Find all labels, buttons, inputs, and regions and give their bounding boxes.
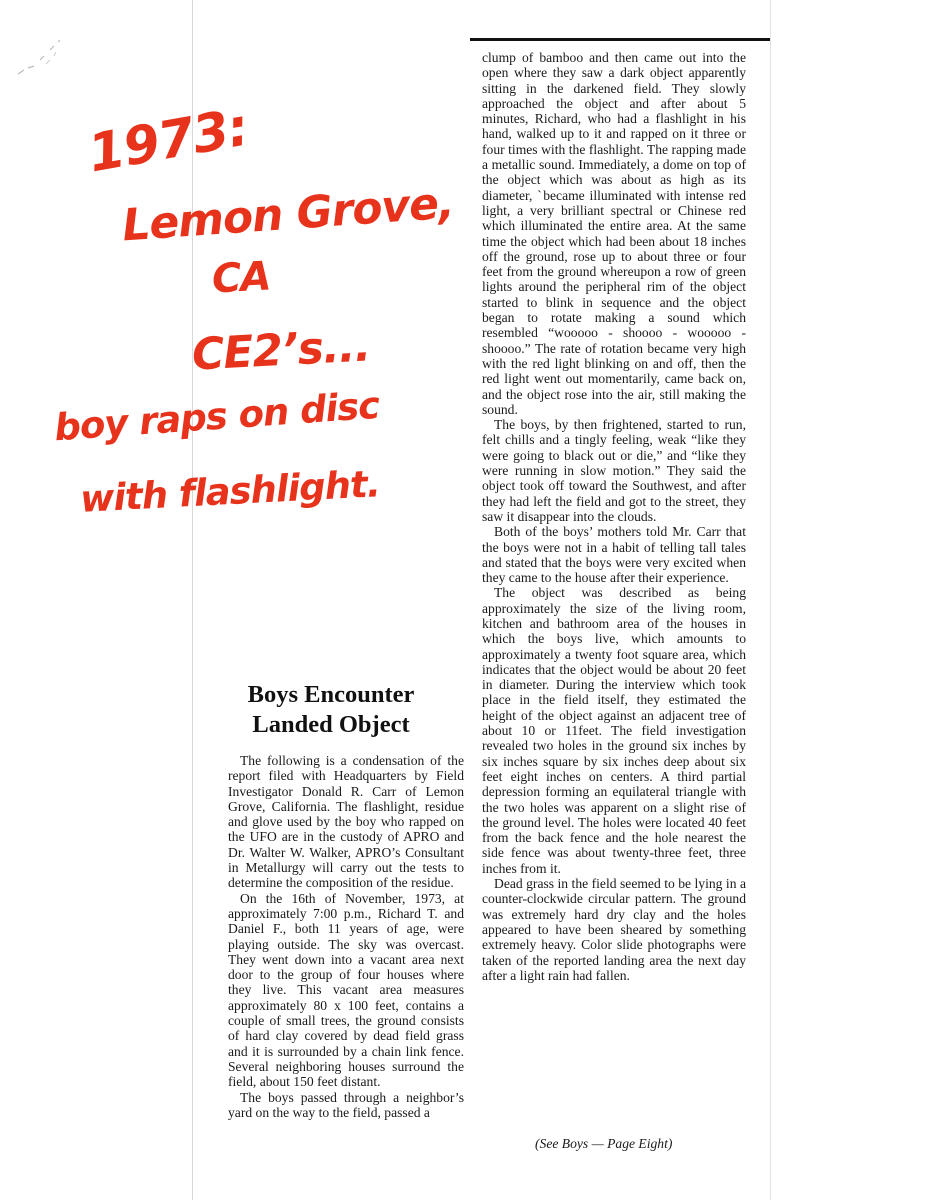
continued-on-note: (See Boys — Page Eight)	[535, 1136, 673, 1151]
paragraph: On the 16th of November, 1973, at approximately 7:00 p.m., Richard T. and Daniel F., both 11 years of age, were playing outside. The sky was overcast. They went down into a vacant area next door to the group of four houses where they live. This vacant area measures approximately 80 x 100 feet, contains a couple of small trees, the ground consists of hard clay covered by dead field grass and it is surrounded by a chain link fence. Several neighboring houses surround the field, about 150 feet distant.	[228, 890, 464, 1090]
headline-line-2: Landed Object	[252, 711, 410, 738]
handwritten-line-detail: with flashlight.	[79, 462, 381, 521]
paragraph: clump of bamboo and then came out into the open where they saw a dark object apparently sitting in the darkened field. They slowly approached the object and after about 5 minutes, Richard, who had a flashlight in his hand, walked up to it and rapped on it three or four times with the flashlight. The rapping made a metallic sound. Immediately, a dome on top of the object which was about as high as its diameter, ˋbecame illuminated with intense red light, a very brilliant spectral or Chinese red which illuminated the entire area. At the same time the object which had been about 18 inches off the ground, rose up to about three or four feet from the ground whereupon a row of green lights around the peripheral rim of the object started to blink in sequence and the object began to rotate making a sound which resembled “wooooo - shoooo - wooooo - shoooo.” The rate of rotation became very high with the red light blinking on and off, then the red light went out momentarily, came back on, and the object rose into the air, still making the sound.	[482, 50, 746, 417]
paragraph: The boys passed through a neighbor’s yard on the way to the field, passed a	[228, 1089, 464, 1120]
paragraph: The object was described as being approximately the size of the living room, kitchen and bathroom area of the houses in which the boys live, which amounts to approximately a twenty foot square area, which indicates that the object would be about 20 feet in diameter. During the interview which took place in the field itself, they estimated the height of the object against an adjacent tree of about 10 or 11feet. The field investigation revealed two holes in the ground six inches by six inches square by six inches deep about six feet eight inches on centers. A third partial depression forming an equilateral triangle with the two holes was apparent on a slight rise of the ground level. The holes were located 40 feet from the back fence and the hole nearest the side fence was about twenty-three feet, three inches from it.	[482, 585, 746, 876]
paragraph: The boys, by then frightened, started to run, felt chills and a tingly feeling, weak “like they were going to black out or die,” and “like they were running in slow motion.” They said the object took off toward the Southwest, and after they had left the field and got to the street, they saw it disappear into the clouds.	[482, 417, 746, 524]
article-headline	[196, 680, 466, 740]
paragraph: The following is a condensation of the report filed with Headquarters by Field Investigator Donald R. Carr of Lemon Grove, California. The flashlight, residue and glove used by the boy who rapped on the UFO are in the custody of APRO and Dr. Walter W. Walker, APRO’s Consultant in Metallurgy will carry out the tests to determine the composition of the residue.	[228, 753, 464, 891]
article-left-column	[228, 753, 464, 1120]
paragraph: Both of the boys’ mothers told Mr. Carr that the boys were not in a habit of telling tall tales and stated that the boys were very excited when they came to the house after their experience.	[482, 524, 746, 586]
handwritten-line-year: 1973:	[84, 97, 253, 185]
clipping-right-edge	[770, 0, 771, 1200]
headline-line-1: Boys Encounter	[247, 681, 415, 708]
handwritten-line-summary: boy raps on disc	[52, 383, 381, 450]
column-top-rule	[470, 38, 770, 41]
article-right-column	[482, 50, 746, 983]
handwritten-annotation	[52, 97, 456, 565]
handwritten-line-classification: CE2’s...	[190, 320, 372, 381]
paragraph: Dead grass in the field seemed to be lying in a counter-clockwide circular pattern. The ground was extremely hard dry clay and the holes appeared to have been sheared by something extremely heavy. Color slide photographs were taken of the reported landing area the next day after a light rain had fallen.	[482, 876, 746, 983]
handwritten-line-location: Lemon Grove,	[120, 177, 456, 252]
handwritten-line-state: CA	[210, 253, 272, 303]
paper-speck-marks	[10, 30, 70, 80]
